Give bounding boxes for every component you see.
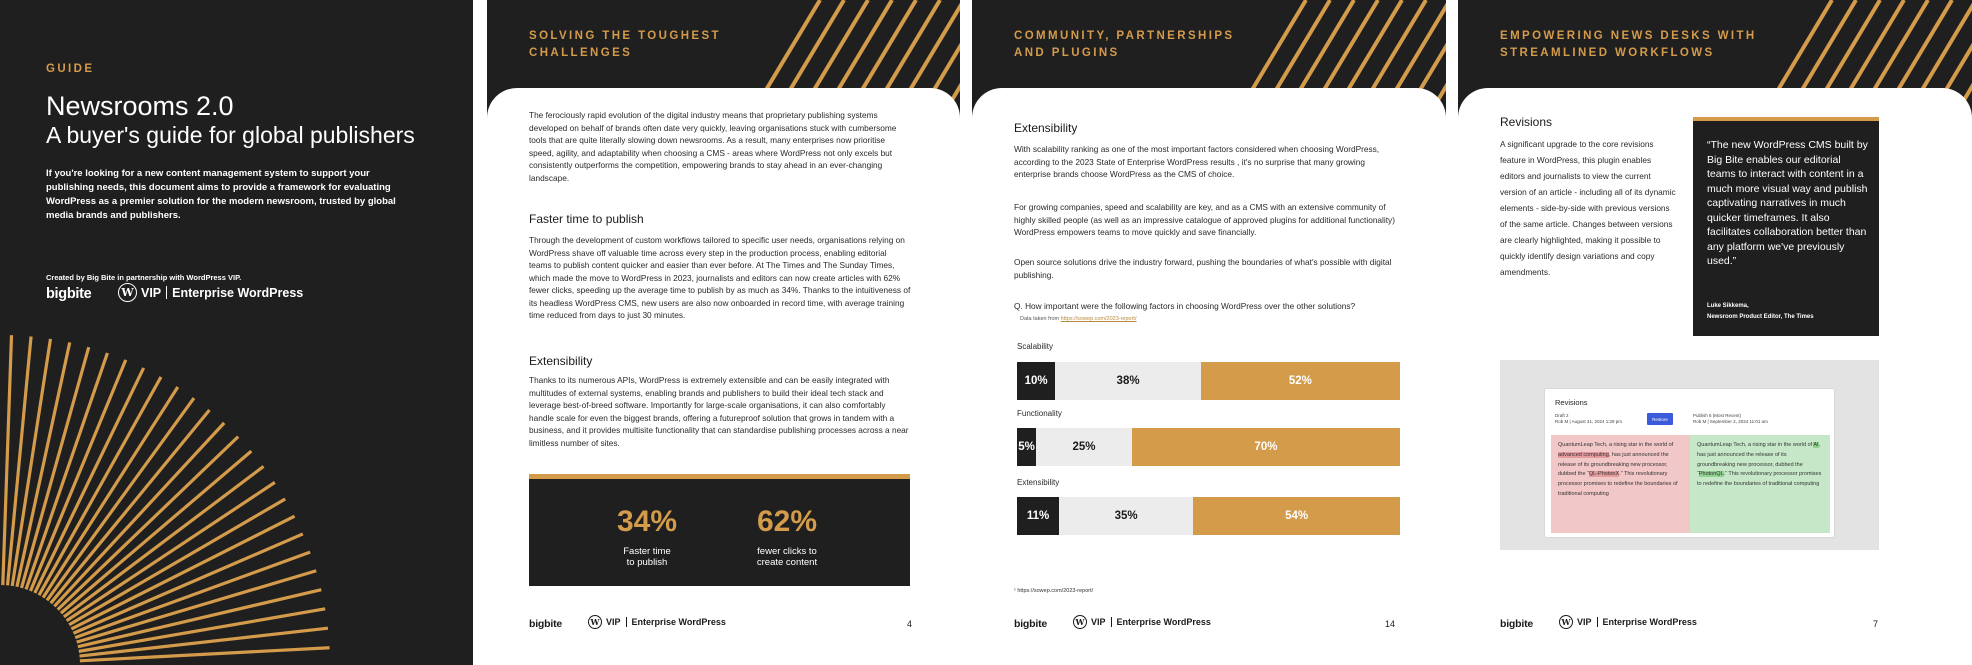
footer-bigbite-logo: bigbite: [1014, 618, 1048, 630]
quote-text: “The new WordPress CMS built by Big Bite enables our editorial teams to interact with content in a much more visual way and publish captivating narratives in much quicker timeframes. It also facilitates collaboration better than any platform we've previously used.”: [1707, 139, 1868, 267]
diff-removed: QL-PhotonX: [1588, 471, 1620, 478]
wordpress-icon: W: [1073, 615, 1087, 629]
wordpress-icon: W: [588, 615, 602, 629]
ray-line: [1294, 0, 1354, 100]
diff-added: PhotonQL: [1698, 471, 1724, 478]
page-7-section-title: [1500, 28, 1757, 62]
revisions-panel: [1544, 388, 1835, 538]
bar-segment: 38%: [1055, 362, 1201, 400]
ray-line: [1820, 0, 1880, 100]
footer-enterprise-text: Enterprise WordPress: [1602, 617, 1697, 627]
ray-line: [1246, 0, 1306, 100]
stat-label-clicks-line-1: fewer clicks to: [757, 546, 817, 557]
footnote: ¹ https://sowep.com/2023-report/: [1014, 588, 1094, 594]
heading-extensibility: Extensibility: [1014, 121, 1078, 135]
stats-box: [529, 474, 910, 586]
page-number: 14: [1385, 619, 1396, 629]
logo-divider: [166, 286, 167, 299]
rays-decoration: [700, 0, 960, 100]
stat-label-clicks-line-2: create content: [756, 557, 818, 568]
page-14-section-title: [1014, 28, 1234, 62]
paragraph-scalability: With scalability ranking as one of the most important factors considered when choosing WordPress, according to the 2023 State of Enterprise WordPress results , it's no surprise that many growing enterprise brands choose WordPress as the CMS of choice.: [1014, 144, 1380, 179]
paragraph-revisions: A significant upgrade to the core revisions feature in WordPress, this plugin enables editors and journalists to view the current version of an article - including all of its dynamic elements - side-by-side with previous versions of the same article. Changes between versions are clearly highlighted, making it possible to quickly identify design variations and copy amendments.: [1500, 139, 1676, 277]
cover-page: [0, 0, 473, 665]
testimonial-quote: [1693, 117, 1879, 336]
heading-extensibility: Extensibility: [529, 354, 593, 368]
enterprise-text: Enterprise WordPress: [172, 285, 304, 300]
heading-revisions: Revisions: [1500, 115, 1553, 129]
footer-vip-logo: [1073, 615, 1211, 629]
vip-text: VIP: [141, 285, 162, 300]
bar-category-label: Functionality: [1017, 409, 1062, 418]
diff-text: .” This revolutionary processor promises to redefine the boundaries of traditional computing: [1558, 471, 1678, 497]
ray-line: [1366, 0, 1426, 100]
sunburst-ray: [75, 552, 310, 638]
wordpress-icon: W: [118, 283, 137, 302]
section-title-line-1: EMPOWERING NEWS DESKS WITH: [1500, 30, 1757, 42]
diff-text: QuantumLeap Tech, a rising star in the world of: [1697, 442, 1814, 448]
ray-line: [784, 0, 844, 100]
cover-label: GUIDE: [46, 63, 95, 75]
footer-vip-text: VIP: [1091, 617, 1106, 627]
section-title-line-2: CHALLENGES: [529, 47, 633, 59]
cover-description: If you're looking for a new content management system to support your publishing needs, this document aims to provide a framework for evaluating WordPress as a premier solution for the modern newsroom, trusted by global media brands and publishers.: [46, 168, 396, 221]
new-revision-meta: Rob M | September 2, 2024 11:01 am: [1693, 419, 1768, 424]
bar-segment: 5%: [1017, 428, 1036, 466]
page-7: [1458, 0, 1972, 665]
section-title-line-1: SOLVING THE TOUGHEST: [529, 30, 721, 42]
cover-title: Newsrooms 2.0: [46, 91, 234, 121]
bar-row: [1017, 428, 1400, 466]
page-4-section-title: [529, 28, 721, 62]
bar-row: [1017, 497, 1400, 535]
revisions-panel-title: Revisions: [1555, 398, 1588, 407]
stat-label-clicks: [722, 546, 852, 568]
ray-line: [856, 0, 916, 100]
diff-added: AI: [1813, 442, 1819, 448]
cover-subtitle: A buyer's guide for global publishers: [46, 122, 415, 148]
bar-segment: 70%: [1132, 428, 1400, 466]
ray-line: [1892, 0, 1952, 100]
stat-value-time: 34%: [616, 505, 678, 538]
paragraph-faster-time: Through the development of custom workflows tailored to specific user needs, organisations relying on WordPress shave off valuable time across every step in the production process, enabling editorial teams to publish content quicker and easier than ever before. At The Times and The Sunday Times, which made the move to WordPress in 2023, journalists and editors can now create articles with 62% fewer clicks, speeding up the average time to publish by as much as 34%. Thanks to the intuitiveness of its headless WordPress CMS, new users are also now onboarded in record time, with average training time reduced from days to just 30 minutes.: [529, 235, 911, 320]
stat-label-time-line-1: Faster time: [623, 546, 671, 557]
sunburst-ray: [39, 377, 161, 595]
sunburst-ray: [43, 387, 178, 598]
bar-segment: 35%: [1059, 497, 1193, 535]
diff-text: QuantumLeap Tech, a rising star in the world of: [1558, 442, 1674, 448]
footer-enterprise-text: Enterprise WordPress: [1116, 617, 1211, 627]
diff-text: .” This revolutionary processor promises to redefine the boundaries of traditional computing: [1697, 471, 1822, 488]
logo-divider: [1111, 617, 1112, 627]
ray-line: [1342, 0, 1402, 100]
logo-divider: [626, 617, 627, 627]
new-revision-text: [1690, 435, 1830, 533]
page-4: [487, 0, 960, 665]
bigbite-logo: bigbite: [46, 286, 92, 302]
bar-category-label: Scalability: [1017, 342, 1054, 351]
footer-bigbite-logo: bigbite: [529, 618, 563, 630]
old-revision-meta: Rob M | August 31, 2024 1:29 pm: [1555, 419, 1622, 424]
old-revision-text: [1551, 435, 1691, 533]
bar-segment: 11%: [1017, 497, 1059, 535]
bar-segment: 52%: [1201, 362, 1400, 400]
footer-vip-logo: [1559, 615, 1697, 629]
stat-value-clicks: 62%: [756, 505, 818, 538]
section-title-line-2: STREAMLINED WORKFLOWS: [1500, 47, 1715, 59]
ray-line: [880, 0, 940, 100]
section-title-line-2: AND PLUGINS: [1014, 47, 1120, 59]
logo-divider: [1597, 617, 1598, 627]
ray-line: [760, 0, 820, 100]
page-number: 4: [907, 619, 913, 629]
diff-text: , has just announced the release of its groundbreaking new processor, dubbed the “: [1558, 451, 1669, 478]
ray-line: [1270, 0, 1330, 100]
page-4-intro: The ferociously rapid evolution of the digital industry means that proprietary publishing systems developed on behalf of brands often date very quickly, leaving organisations stuck with cumbersome tools that are quite literally slowing down newsrooms. As a result, many enterprises now prioritise speed, agility, and adaptability when choosing a CMS - areas where WordPress not only excels but consistently outperforms the competition, empowering brands to stay ahead in an ever-changing landscape.: [529, 110, 897, 183]
old-revision-header: [1555, 413, 1622, 425]
section-title-line-1: COMMUNITY, PARTNERSHIPS: [1014, 30, 1235, 42]
stat-label-time: [587, 546, 707, 568]
ray-line: [1772, 0, 1832, 100]
new-revision-label: Publish 6 (Most Recent): [1693, 413, 1742, 418]
diff-removed: advanced computing: [1558, 451, 1609, 458]
bar-row: [1017, 362, 1400, 400]
diff-text: , has just announced the release of its groundbreaking new processor, dubbed the “: [1697, 442, 1821, 478]
chart-source-prefix: Data taken from: [1020, 316, 1060, 322]
quote-author-role: Newsroom Product Editor, The Times: [1707, 314, 1814, 320]
paragraph-open-source: Open source solutions drive the industry forward, pushing the boundaries of what's possible with digital publishing.: [1014, 257, 1392, 280]
heading-faster-time: Faster time to publish: [529, 212, 644, 226]
revisions-screenshot: [1500, 360, 1879, 550]
new-revision-header: [1693, 413, 1768, 425]
ray-line: [1844, 0, 1904, 100]
wordpress-icon: W: [1559, 615, 1573, 629]
sunburst-ray: [80, 628, 328, 656]
cover-credit: Created by Big Bite in partnership with WordPress VIP.: [46, 273, 242, 282]
page-number: 7: [1873, 619, 1879, 629]
footer-vip-text: VIP: [1577, 617, 1592, 627]
chart-source-link[interactable]: https://sowep.com/2023-report/: [1060, 316, 1137, 322]
sunburst-ray: [80, 648, 330, 661]
paragraph-growing-companies: For growing companies, speed and scalability are key, and as a CMS with an extensive community of highly skilled people (as well as an impressive catalogue of approved plugins for additional functionality) WordPress empowers teams to move quickly and save financially.: [1014, 202, 1395, 237]
ray-line: [808, 0, 868, 100]
ray-line: [1796, 0, 1856, 100]
ray-line: [1318, 0, 1378, 100]
paragraph-extensibility: Thanks to its numerous APIs, WordPress is extremely extensible and can be easily integrated with multitudes of external systems, enabling brands and publishers to build their ideal tech stack and leverage best-of-breed software. Importantly for large-scale organisations, it can also comfortably handle scale for even the biggest brands, offering a futureproof solution that grows in tandem with a business, and it provides multisite functionality that can standardise publishing processes across a near limitless number of sites.: [529, 375, 909, 448]
bar-segment: 25%: [1036, 428, 1132, 466]
page-14: [972, 0, 1446, 665]
chart-title: Q. How important were the following factors in choosing WordPress over the other solutions?: [1014, 301, 1356, 311]
footer-vip-text: VIP: [606, 617, 621, 627]
ray-line: [1868, 0, 1928, 100]
wordpress-vip-logo: [118, 283, 303, 302]
bar-segment: 10%: [1017, 362, 1055, 400]
stat-label-time-line-2: to publish: [626, 557, 668, 568]
old-revision-label: Draft 2: [1555, 413, 1569, 418]
bar-segment: 54%: [1193, 497, 1400, 535]
footer-bigbite-logo: bigbite: [1500, 618, 1534, 630]
ray-line: [832, 0, 892, 100]
bar-category-label: Extensibility: [1017, 478, 1060, 487]
chart-source: [1020, 316, 1137, 322]
restore-button[interactable]: Restore: [1647, 413, 1673, 425]
footer-vip-logo: [588, 615, 726, 629]
footer-enterprise-text: Enterprise WordPress: [631, 617, 726, 627]
quote-author-name: Luke Sikkema,: [1707, 303, 1749, 309]
